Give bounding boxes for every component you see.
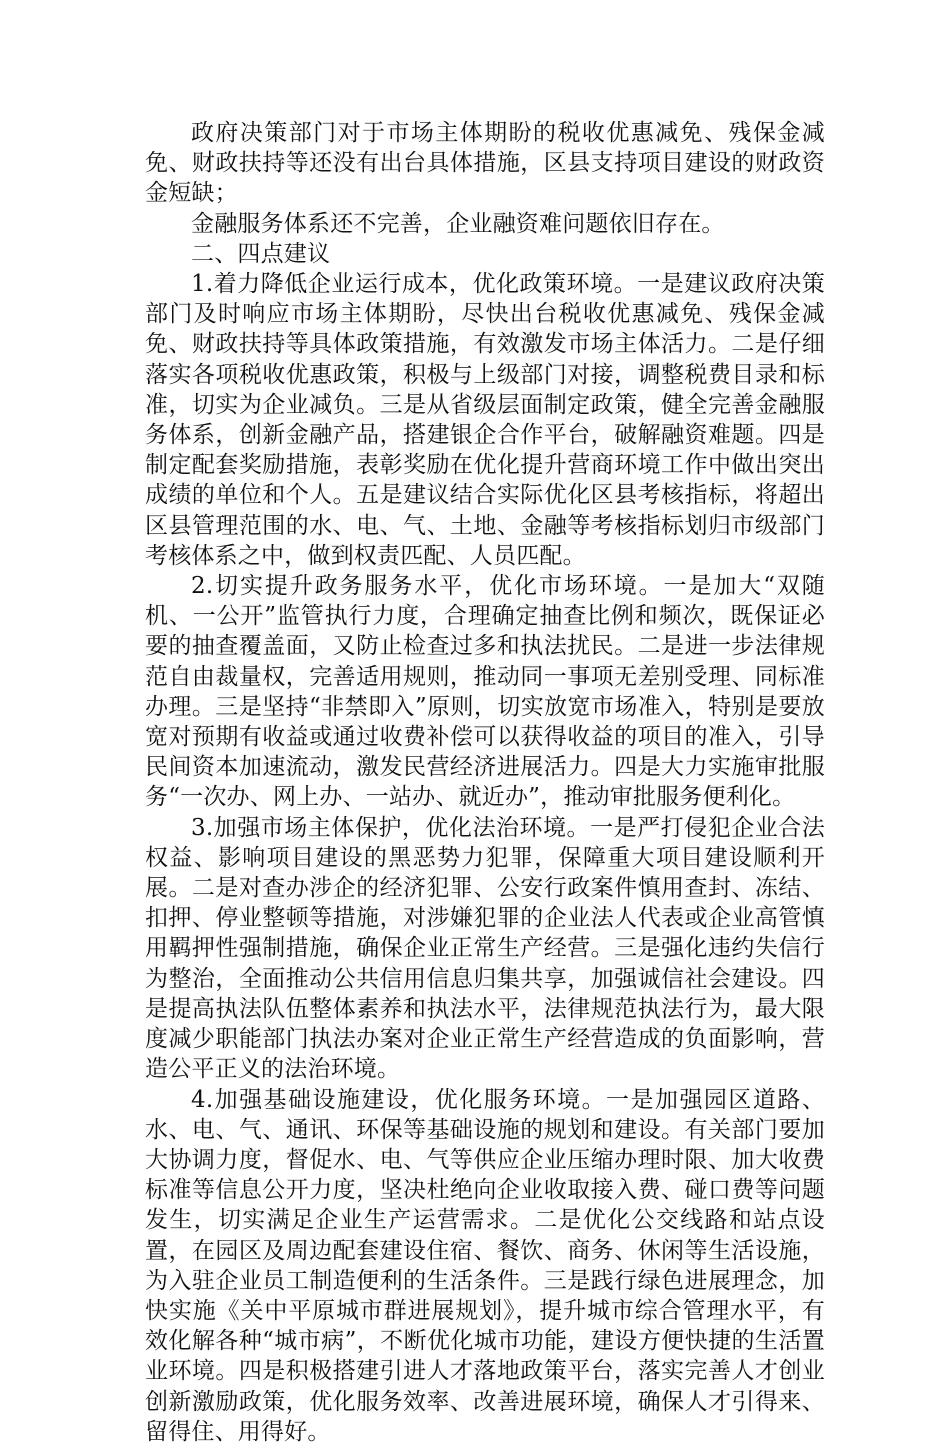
- paragraph-suggestion-2: 2.切实提升政务服务水平，优化市场环境。一是加大“双随机、一公开”监管执行力度，合理确定抽查比例和频次，既保证必要的抽查覆盖面，又防止检查过多和执法扰民。二是进一步法律规范自由裁量权，完善适用规则，推动同一事项无差别受理、同标准办理。三是坚持“非禁即入”原则，切实放宽市场准入，特别是要放宽对预期有收益或通过收费补偿可以获得收益的项目的准入，引导民间资本加速流动，激发民营经济进展活力。四是大力实施审批服务“一次办、网上办、一站办、就近办”，推动审批服务便利化。: [145, 573, 825, 811]
- paragraph-finance-issues: 金融服务体系还不完善，企业融资难问题依旧存在。: [191, 210, 725, 237]
- document-page: [145, 118, 825, 1447]
- paragraph-fiscal-issues: 政府决策部门对于市场主体期盼的税收优惠减免、残保金减免、财政扶持等还没有出台具体措施，区县支持项目建设的财政资金短缺；: [145, 120, 825, 207]
- paragraph-suggestion-3: 3.加强市场主体保护，优化法治环境。一是严打侵犯企业合法权益、影响项目建设的黑恶势力犯罪，保障重大项目建设顺利开展。二是对查办涉企的经济犯罪、公安行政案件慎用查封、冻结、扣押、停业整顿等措施，对涉嫌犯罪的企业法人代表或企业高管慎用羁押性强制措施，确保企业正常生产经营。三是强化违约失信行为整治，全面推动公共信用信息归集共享，加强诚信社会建设。四是提高执法队伍整体素养和执法水平，法律规范执法行为，最大限度减少职能部门执法办案对企业正常生产经营造成的负面影响，营造公平正义的法治环境。: [145, 814, 825, 1083]
- section-heading-suggestions: 二、四点建议: [191, 240, 331, 267]
- paragraph-suggestion-1: 1.着力降低企业运行成本，优化政策环境。一是建议政府决策部门及时响应市场主体期盼，尽快出台税收优惠减免、残保金减免、财政扶持等具体政策措施，有效激发市场主体活力。二是仔细落实各项税收优惠政策，积极与上级部门对接，调整税费目录和标准，切实为企业减负。三是从省级层面制定政策，健全完善金融服务体系，创新金融产品，搭建银企合作平台，破解融资难题。四是制定配套奖励措施，表彰奖励在优化提升营商环境工作中做出突出成绩的单位和个人。五是建议结合实际优化区县考核指标，将超出区县管理范围的水、电、气、土地、金融等考核指标划归市级部门考核体系之中，做到权责匹配、人员匹配。: [145, 271, 825, 569]
- paragraph-suggestion-4: 4.加强基础设施建设，优化服务环境。一是加强园区道路、水、电、气、通讯、环保等基础设施的规划和建设。有关部门要加大协调力度，督促水、电、气等供应企业压缩办理时限、加大收费标准等信息公开力度，坚决杜绝向企业收取接入费、碰口费等问题发生，切实满足企业生产运营需求。二是优化公交线路和站点设置，在园区及周边配套建设住宿、餐饮、商务、休闲等生活设施，为入驻企业员工制造便利的生活条件。三是践行绿色进展理念，加快实施《关中平原城市群进展规划》，提升城市综合管理水平，有效化解各种“城市病”，不断优化城市功能，建设方便快捷的生活置业环境。四是积极搭建引进人才落地政策平台，落实完善人才创业创新激励政策，优化服务效率、改善进展环境，确保人才引得来、留得住、用得好。: [145, 1086, 825, 1445]
